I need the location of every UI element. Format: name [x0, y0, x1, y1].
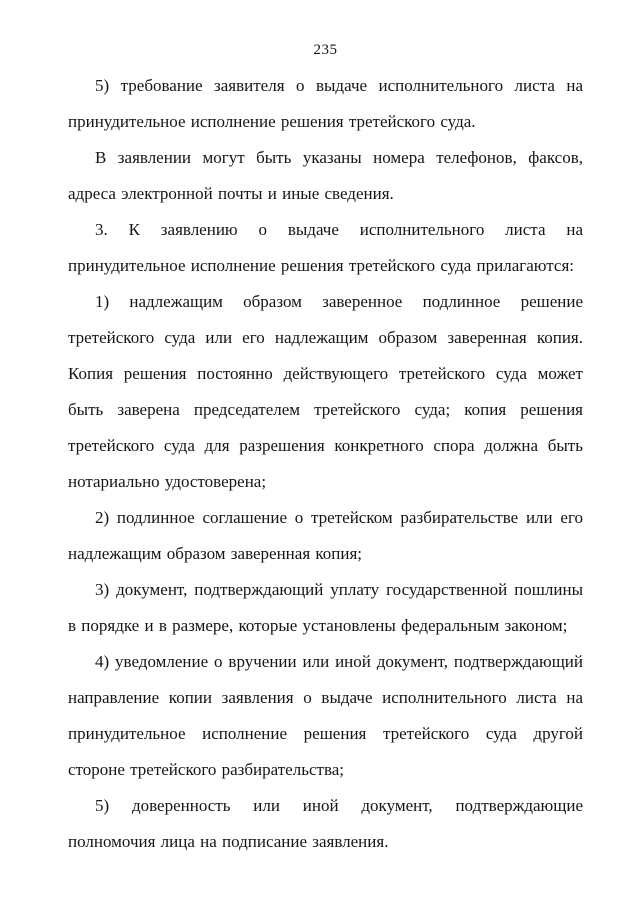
document-body — [68, 68, 583, 860]
paragraph-item-5-requirement: 5) требование заявителя о выдаче исполнительного листа на принудительное исполнение решения третейского суда. — [68, 76, 583, 131]
paragraph-statement-contacts: В заявлении могут быть указаны номера телефонов, факсов, адреса электронной почты и иные сведения. — [68, 148, 583, 203]
paragraph-attachment-5: 5) доверенность или иной документ, подтверждающие полномочия лица на подписание заявления. — [68, 796, 583, 851]
page-number: 235 — [313, 42, 338, 58]
paragraph-clause-3-intro: 3. К заявлению о выдаче исполнительного листа на принудительное исполнение решения третейского суда прилагаются: — [68, 220, 583, 275]
paragraph-attachment-4: 4) уведомление о вручении или иной документ, подтверждающий направление копии заявления о выдаче исполнительного листа на принудительное исполнение решения третейского суда другой стороне третейского разбирательства; — [68, 652, 583, 779]
paragraph-attachment-3: 3) документ, подтверждающий уплату государственной пошлины в порядке и в размере, которые установлены федеральным законом; — [68, 580, 583, 635]
paragraph-attachment-1: 1) надлежащим образом заверенное подлинное решение третейского суда или его надлежащим образом заверенная копия. Копия решения постоянно действующего третейского суда может быть заверена председателем третейского суда; копия решения третейского суда для разрешения конкретного спора должна быть нотариально удостоверена; — [68, 292, 583, 491]
paragraph-attachment-2: 2) подлинное соглашение о третейском разбирательстве или его надлежащим образом заверенная копия; — [68, 508, 583, 563]
